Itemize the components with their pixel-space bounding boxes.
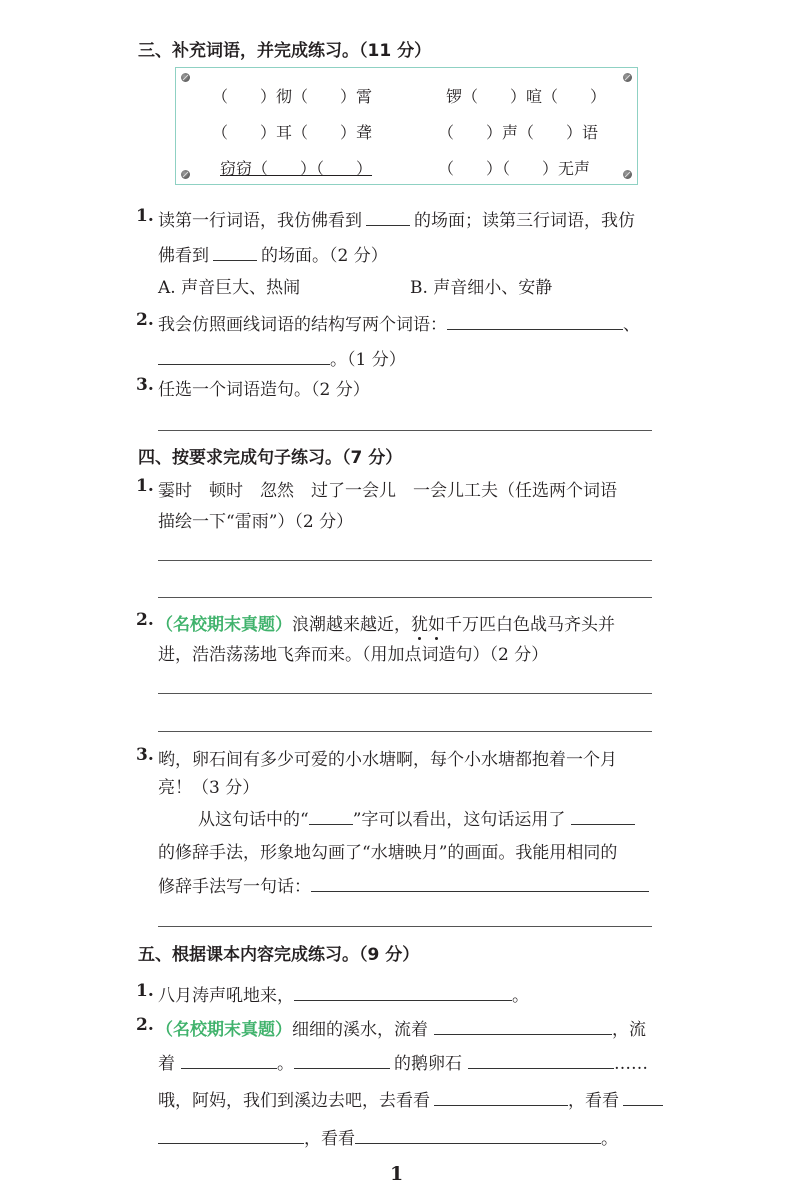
answer-blank[interactable] <box>447 315 623 330</box>
answer-blank[interactable] <box>623 1091 663 1106</box>
answer-line[interactable] <box>158 926 652 927</box>
answer-blank[interactable] <box>468 1054 614 1069</box>
s4-q2-line1: （名校期末真题）浪潮越来越近，犹如千万匹白色战马齐头并 <box>156 615 615 635</box>
answer-blank[interactable] <box>158 1129 304 1144</box>
word-box <box>175 67 638 185</box>
s3-q2-line2: 。（1 分） <box>158 345 406 370</box>
s4-q3-line3: 从这句话中的“ ”字可以看出，这句话运用了 <box>198 805 635 830</box>
screw-icon <box>181 170 190 179</box>
s3-q1-number: 1. <box>136 206 154 226</box>
box-word-5-underlined: 窃窃（ ）（ ） <box>220 159 373 178</box>
s5-q2-line2: 着 。 的鹅卵石 …… <box>158 1054 648 1074</box>
s3-q1-option-a: A. 声音巨大、热闹 <box>158 278 301 298</box>
answer-blank[interactable] <box>434 1091 568 1106</box>
page-number: 1 <box>390 1163 404 1185</box>
answer-line[interactable] <box>158 731 652 732</box>
s5-q2-line4: ，看看 。 <box>158 1124 618 1149</box>
answer-line[interactable] <box>158 560 652 561</box>
s3-q1-option-b: B. 声音细小、安静 <box>410 278 553 298</box>
answer-blank[interactable] <box>434 1020 612 1035</box>
answer-blank[interactable] <box>294 986 512 1001</box>
answer-blank[interactable] <box>311 877 649 892</box>
s4-q1-line1: 霎时 顿时 忽然 过了一会儿 一会儿工夫（任选两个词语 <box>158 481 617 501</box>
answer-line[interactable] <box>158 430 652 431</box>
s4-q3-line4: 的修辞手法，形象地勾画了“水塘映月”的画面。我能用相同的 <box>158 843 618 863</box>
s5-q2-line3: 哦，阿妈，我们到溪边去吧，去看看 ，看看 <box>158 1086 663 1111</box>
s3-q2-line1: 我会仿照画线词语的结构写两个词语： 、 <box>158 315 640 335</box>
screw-icon <box>623 170 632 179</box>
screw-icon <box>181 73 190 82</box>
section4-title: 四、按要求完成句子练习。（7 分） <box>138 448 403 468</box>
s4-q1-number: 1. <box>136 476 154 496</box>
s5-q1-number: 1. <box>136 981 154 1001</box>
s4-q2-number: 2. <box>136 610 154 630</box>
emphasis-dot-char: 如 <box>428 615 445 635</box>
answer-blank[interactable] <box>181 1054 277 1069</box>
s5-q1-line1: 八月涛声吼地来， 。 <box>158 986 529 1006</box>
answer-blank[interactable] <box>366 211 410 226</box>
s4-q2-line2: 进，浩浩荡荡地飞奔而来。（用加点词造句）（2 分） <box>158 645 549 665</box>
answer-blank[interactable] <box>294 1054 390 1069</box>
s5-q2-line1: （名校期末真题）细细的溪水，流着 ，流 <box>156 1020 646 1040</box>
section5-title: 五、根据课本内容完成练习。（9 分） <box>138 945 420 965</box>
box-word-4: （ ）声（ ）语 <box>438 123 599 142</box>
s4-q1-line2: 描绘一下“雷雨”）（2 分） <box>158 512 354 532</box>
answer-blank[interactable] <box>213 246 257 261</box>
s4-q3-line5: 修辞手法写一句话： <box>158 872 649 897</box>
screw-icon <box>623 73 632 82</box>
s3-q3-number: 3. <box>136 375 154 395</box>
s5-q2-number: 2. <box>136 1015 154 1035</box>
box-word-3: （ ）耳（ ）聋 <box>212 123 373 142</box>
exam-source-tag: （名校期末真题） <box>156 1020 292 1040</box>
emphasis-dot-char: 犹 <box>411 615 428 635</box>
section3-title: 三、补充词语，并完成练习。（11 分） <box>138 41 432 61</box>
box-word-1: （ ）彻（ ）霄 <box>212 87 373 106</box>
answer-blank[interactable] <box>571 810 635 825</box>
s4-q3-number: 3. <box>136 745 154 765</box>
s3-q3-line1: 任选一个词语造句。（2 分） <box>158 380 370 400</box>
s4-q3-line1: 哟，卵石间有多少可爱的小水塘啊，每个小水塘都抱着一个月 <box>158 750 617 770</box>
answer-line[interactable] <box>158 597 652 598</box>
answer-blank[interactable] <box>309 810 353 825</box>
s3-q1-line1: 读第一行词语，我仿佛看到 的场面；读第三行词语，我仿 <box>158 211 635 231</box>
box-word-2: 锣（ ）喧（ ） <box>446 87 607 106</box>
answer-blank[interactable] <box>158 350 330 365</box>
s4-q3-line2: 亮！（3 分） <box>158 778 260 798</box>
exam-source-tag: （名校期末真题） <box>156 615 292 635</box>
box-word-6: （ ）（ ）无声 <box>438 159 591 178</box>
s3-q1-line2: 佛看到 的场面。（2 分） <box>158 246 388 266</box>
answer-blank[interactable] <box>355 1129 601 1144</box>
answer-line[interactable] <box>158 693 652 694</box>
s3-q2-number: 2. <box>136 310 154 330</box>
